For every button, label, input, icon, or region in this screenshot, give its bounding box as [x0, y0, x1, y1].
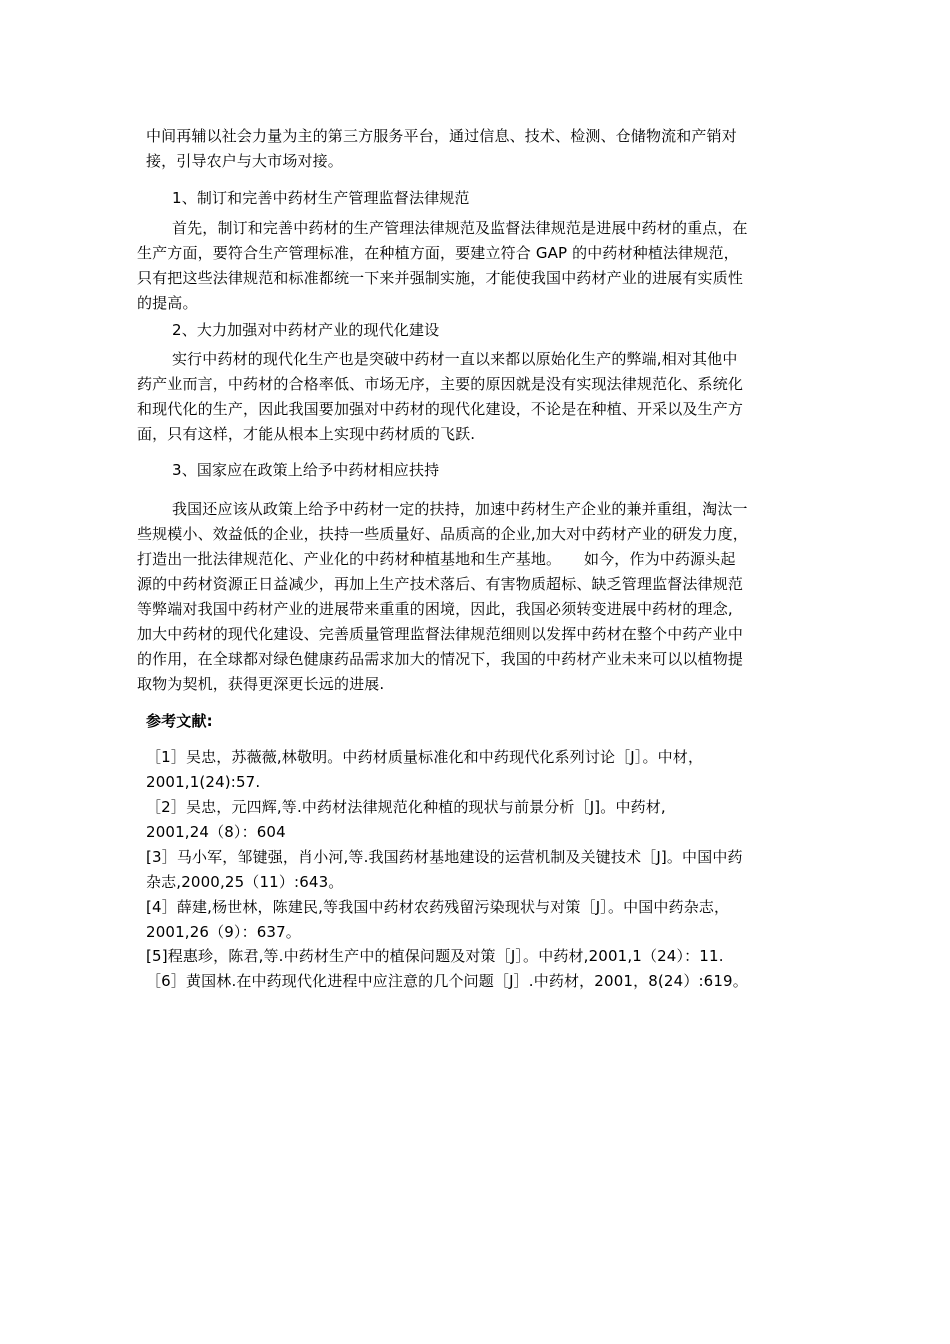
section-1-line-2: 生产方面，要符合生产管理标准，在种植方面，要建立符合 GAP 的中药材种植法律规范，	[137, 244, 739, 262]
intro-line-1: 中间再辅以社会力量为主的第三方服务平台，通过信息、技术、检测、仓储物流和产销对	[146, 127, 737, 145]
reference-line-6: 杂志,2000,25（11）:643。	[146, 873, 344, 891]
section-3-line-6: 加大中药材的现代化建设、完善质量管理监督法律规范细则以发挥中药材在整个中药产业中	[137, 625, 744, 643]
reference-line-9: [5]程惠珍，陈君,等.中药材生产中的植保问题及对策［J］。中药材,2001,1（24）：11.	[146, 947, 724, 965]
section-3-heading: 3、国家应在政策上给予中药材相应扶持	[172, 461, 440, 479]
section-3-line-8: 取物为契机，获得更深更长远的进展.	[137, 675, 385, 693]
section-3-line-2: 些规模小、效益低的企业，扶持一些质量好、品质高的企业,加大对中药材产业的研发力度，	[137, 525, 748, 543]
section-2-line-2: 药产业而言，中药材的合格率低、市场无序，主要的原因就是没有实现法律规范化、系统化	[137, 375, 744, 393]
section-1-line-1: 首先，制订和完善中药材的生产管理法律规范及监督法律规范是进展中药材的重点，在	[172, 219, 748, 237]
section-2-line-3: 和现代化的生产，因此我国要加强对中药材的现代化建设，不论是在种植、开采以及生产方	[137, 400, 744, 418]
section-3-line-4: 源的中药材资源正日益减少，再加上生产技术落后、有害物质超标、缺乏管理监督法律规范	[137, 575, 744, 593]
references-title: 参考文献:	[146, 712, 213, 730]
reference-line-3: ［2］吴忠，元四辉,等.中药材法律规范化种植的现状与前景分析［J]。中药材,	[146, 798, 666, 816]
section-1-heading: 1、制订和完善中药材生产管理监督法律规范	[172, 189, 470, 207]
reference-line-2: 2001,1(24):57.	[146, 773, 261, 791]
section-2-line-4: 面，只有这样，才能从根本上实现中药材质的飞跃.	[137, 425, 476, 443]
reference-line-5: [3］马小军，邹键强，肖小河,等.我国药材基地建设的运营机制及关键技术［J]。中国中药	[146, 848, 743, 866]
intro-line-2: 接，引导农户与大市场对接。	[146, 152, 343, 170]
reference-line-8: 2001,26（9）：637。	[146, 923, 301, 941]
section-3-line-7: 的作用，在全球都对绿色健康药品需求加大的情况下，我国的中药材产业未来可以以植物提	[137, 650, 744, 668]
reference-line-4: 2001,24（8）：604	[146, 823, 286, 841]
section-2-line-1: 实行中药材的现代化生产也是突破中药材一直以来都以原始化生产的弊端,相对其他中	[172, 350, 738, 368]
reference-line-10: ［6］黄国林.在中药现代化进程中应注意的几个问题［J］.中药材，2001，8(24）:619。	[146, 972, 748, 990]
reference-line-7: [4］薛建,杨世林，陈建民,等我国中药材农药残留污染现状与对策［J］。中国中药杂志，	[146, 898, 730, 916]
section-3-line-5: 等弊端对我国中药材产业的进展带来重重的困境，因此，我国必须转变进展中药材的理念,	[137, 600, 733, 618]
section-3-line-3: 打造出一批法律规范化、产业化的中药材种植基地和生产基地。 如今，作为中药源头起	[137, 550, 736, 568]
reference-line-1: ［1］吴忠，苏薇薇,林敬明。中药材质量标准化和中药现代化系列讨论［J］。中材，	[146, 748, 704, 766]
section-3-line-1: 我国还应该从政策上给予中药材一定的扶持，加速中药材生产企业的兼并重组，淘汰一	[172, 500, 748, 518]
section-1-line-3: 只有把这些法律规范和标准都统一下来并强制实施，才能使我国中药材产业的进展有实质性	[137, 269, 744, 287]
section-2-heading: 2、大力加强对中药材产业的现代化建设	[172, 321, 440, 339]
section-1-line-4: 的提高。	[137, 294, 198, 312]
